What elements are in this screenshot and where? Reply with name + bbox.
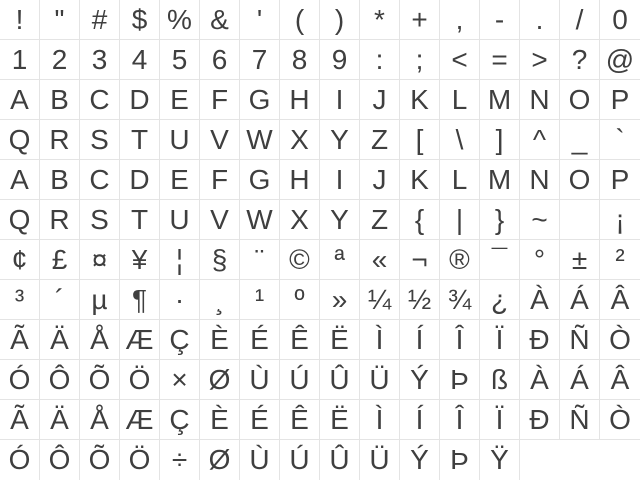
glyph-cell[interactable]: À	[520, 360, 560, 400]
glyph-cell[interactable]: 3	[80, 40, 120, 80]
glyph-cell[interactable]: J	[360, 80, 400, 120]
glyph-cell[interactable]: Ô	[40, 360, 80, 400]
glyph-cell[interactable]: 4	[120, 40, 160, 80]
glyph-cell[interactable]: Ë	[320, 320, 360, 360]
glyph-cell[interactable]: È	[200, 320, 240, 360]
glyph-cell[interactable]: ±	[560, 240, 600, 280]
glyph-cell[interactable]: B	[40, 160, 80, 200]
glyph-cell[interactable]: H	[280, 80, 320, 120]
glyph-cell[interactable]: ´	[40, 280, 80, 320]
glyph-cell[interactable]: W	[240, 200, 280, 240]
glyph-cell[interactable]: Z	[360, 200, 400, 240]
glyph-cell[interactable]: 7	[240, 40, 280, 80]
glyph-cell[interactable]: ¸	[200, 280, 240, 320]
glyph-cell[interactable]: *	[360, 0, 400, 40]
glyph-cell[interactable]: L	[440, 80, 480, 120]
glyph-cell[interactable]: R	[40, 120, 80, 160]
glyph-cell[interactable]: È	[200, 400, 240, 440]
glyph-cell[interactable]: K	[400, 80, 440, 120]
glyph-cell[interactable]: 5	[160, 40, 200, 80]
glyph-cell[interactable]: %	[160, 0, 200, 40]
glyph-cell[interactable]: Á	[560, 360, 600, 400]
glyph-cell[interactable]: ¤	[80, 240, 120, 280]
glyph-cell[interactable]: Ä	[40, 400, 80, 440]
glyph-cell[interactable]: ÷	[160, 440, 200, 480]
glyph-cell[interactable]: Ÿ	[480, 440, 520, 480]
glyph-cell[interactable]: D	[120, 80, 160, 120]
glyph-cell[interactable]: P	[600, 160, 640, 200]
glyph-cell[interactable]: Ý	[400, 360, 440, 400]
glyph-cell[interactable]: Å	[80, 400, 120, 440]
empty-glyph-cell	[560, 200, 600, 240]
glyph-cell[interactable]: I	[320, 160, 360, 200]
void-cell	[600, 440, 640, 480]
glyph-cell[interactable]: Ø	[200, 360, 240, 400]
glyph-cell[interactable]: ß	[480, 360, 520, 400]
glyph-cell[interactable]: Ü	[360, 360, 400, 400]
glyph-cell[interactable]: Ê	[280, 400, 320, 440]
glyph-cell[interactable]: R	[40, 200, 80, 240]
glyph-cell[interactable]: Í	[400, 320, 440, 360]
glyph-cell[interactable]: Æ	[120, 400, 160, 440]
glyph-cell[interactable]: O	[560, 160, 600, 200]
glyph-cell[interactable]: )	[320, 0, 360, 40]
glyph-cell[interactable]: ·	[160, 280, 200, 320]
glyph-cell[interactable]: Ä	[40, 320, 80, 360]
glyph-cell[interactable]: W	[240, 120, 280, 160]
glyph-cell[interactable]: ©	[280, 240, 320, 280]
glyph-cell[interactable]: =	[480, 40, 520, 80]
glyph-cell[interactable]: §	[200, 240, 240, 280]
glyph-cell[interactable]: µ	[80, 280, 120, 320]
glyph-cell[interactable]: Ù	[240, 440, 280, 480]
glyph-cell[interactable]: À	[520, 280, 560, 320]
glyph-cell[interactable]: Ê	[280, 320, 320, 360]
glyph-cell[interactable]: ³	[0, 280, 40, 320]
glyph-cell[interactable]: Q	[0, 200, 40, 240]
glyph-cell[interactable]: 6	[200, 40, 240, 80]
glyph-cell[interactable]: 8	[280, 40, 320, 80]
glyph-cell[interactable]: C	[80, 80, 120, 120]
glyph-cell[interactable]: >	[520, 40, 560, 80]
glyph-cell[interactable]: Ö	[120, 440, 160, 480]
glyph-cell[interactable]: \	[440, 120, 480, 160]
glyph-cell[interactable]: N	[520, 160, 560, 200]
glyph-cell[interactable]: ¯	[480, 240, 520, 280]
glyph-cell[interactable]: S	[80, 200, 120, 240]
glyph-cell[interactable]: J	[360, 160, 400, 200]
glyph-cell[interactable]: M	[480, 160, 520, 200]
glyph-cell[interactable]: Î	[440, 400, 480, 440]
glyph-cell[interactable]: ,	[440, 0, 480, 40]
glyph-cell[interactable]: Ô	[40, 440, 80, 480]
glyph-cell[interactable]: -	[480, 0, 520, 40]
glyph-cell[interactable]: .	[520, 0, 560, 40]
glyph-cell[interactable]: Ó	[0, 360, 40, 400]
glyph-cell[interactable]: C	[80, 160, 120, 200]
glyph-cell[interactable]: Ï	[480, 400, 520, 440]
glyph-cell[interactable]: ;	[400, 40, 440, 80]
glyph-cell[interactable]: ¦	[160, 240, 200, 280]
glyph-cell[interactable]: »	[320, 280, 360, 320]
glyph-cell[interactable]: Õ	[80, 360, 120, 400]
glyph-cell[interactable]: E	[160, 160, 200, 200]
glyph-cell[interactable]: E	[160, 80, 200, 120]
glyph-cell[interactable]: 2	[40, 40, 80, 80]
glyph-cell[interactable]: Û	[320, 360, 360, 400]
glyph-cell[interactable]: ¬	[400, 240, 440, 280]
glyph-cell[interactable]: @	[600, 40, 640, 80]
glyph-cell[interactable]: Â	[600, 280, 640, 320]
glyph-cell[interactable]: ¾	[440, 280, 480, 320]
glyph-cell[interactable]: Z	[360, 120, 400, 160]
glyph-cell[interactable]: V	[200, 200, 240, 240]
glyph-cell[interactable]: Ã	[0, 320, 40, 360]
glyph-cell[interactable]: º	[280, 280, 320, 320]
glyph-cell[interactable]: Å	[80, 320, 120, 360]
glyph-cell[interactable]: ®	[440, 240, 480, 280]
glyph-cell[interactable]: Ù	[240, 360, 280, 400]
void-cell	[560, 440, 600, 480]
glyph-cell[interactable]: Ñ	[560, 320, 600, 360]
glyph-cell[interactable]: Ð	[520, 400, 560, 440]
glyph-cell[interactable]: N	[520, 80, 560, 120]
glyph-cell[interactable]: Ú	[280, 440, 320, 480]
glyph-cell[interactable]: ¢	[0, 240, 40, 280]
glyph-cell[interactable]: P	[600, 80, 640, 120]
glyph-cell[interactable]: ¶	[120, 280, 160, 320]
glyph-cell[interactable]: S	[80, 120, 120, 160]
glyph-cell[interactable]: !	[0, 0, 40, 40]
glyph-cell[interactable]: T	[120, 120, 160, 160]
glyph-cell[interactable]: "	[40, 0, 80, 40]
glyph-cell[interactable]: Ì	[360, 400, 400, 440]
glyph-cell[interactable]: _	[560, 120, 600, 160]
glyph-cell[interactable]: D	[120, 160, 160, 200]
glyph-cell[interactable]: Õ	[80, 440, 120, 480]
glyph-cell[interactable]: B	[40, 80, 80, 120]
glyph-cell[interactable]: ²	[600, 240, 640, 280]
glyph-cell[interactable]: I	[320, 80, 360, 120]
glyph-cell[interactable]: Ñ	[560, 400, 600, 440]
glyph-cell[interactable]: É	[240, 320, 280, 360]
glyph-cell[interactable]: G	[240, 160, 280, 200]
glyph-cell[interactable]: F	[200, 80, 240, 120]
glyph-cell[interactable]: A	[0, 160, 40, 200]
glyph-cell[interactable]: ¹	[240, 280, 280, 320]
glyph-cell[interactable]: X	[280, 200, 320, 240]
glyph-cell[interactable]: Ó	[0, 440, 40, 480]
glyph-cell[interactable]: +	[400, 0, 440, 40]
glyph-cell[interactable]: Þ	[440, 360, 480, 400]
glyph-cell[interactable]: Y	[320, 120, 360, 160]
glyph-cell[interactable]: Ç	[160, 320, 200, 360]
glyph-cell[interactable]: 1	[0, 40, 40, 80]
glyph-cell[interactable]: Ð	[520, 320, 560, 360]
glyph-cell[interactable]: ^	[520, 120, 560, 160]
glyph-cell[interactable]: 9	[320, 40, 360, 80]
void-cell	[520, 440, 560, 480]
glyph-cell[interactable]: [	[400, 120, 440, 160]
glyph-cell[interactable]: '	[240, 0, 280, 40]
glyph-cell[interactable]: Ö	[120, 360, 160, 400]
glyph-cell[interactable]: }	[480, 200, 520, 240]
glyph-cell[interactable]: H	[280, 160, 320, 200]
glyph-cell[interactable]: U	[160, 200, 200, 240]
glyph-cell[interactable]: «	[360, 240, 400, 280]
glyph-cell[interactable]: Ý	[400, 440, 440, 480]
glyph-cell[interactable]: K	[400, 160, 440, 200]
glyph-cell[interactable]: ª	[320, 240, 360, 280]
glyph-cell[interactable]: Ø	[200, 440, 240, 480]
glyph-cell[interactable]: Ò	[600, 400, 640, 440]
glyph-cell[interactable]: Y	[320, 200, 360, 240]
glyph-cell[interactable]: M	[480, 80, 520, 120]
glyph-cell[interactable]: X	[280, 120, 320, 160]
glyph-cell[interactable]: (	[280, 0, 320, 40]
glyph-cell[interactable]: Ú	[280, 360, 320, 400]
glyph-cell[interactable]: O	[560, 80, 600, 120]
glyph-cell[interactable]: ¿	[480, 280, 520, 320]
glyph-cell[interactable]: F	[200, 160, 240, 200]
glyph-cell[interactable]: ¼	[360, 280, 400, 320]
glyph-cell[interactable]: |	[440, 200, 480, 240]
glyph-cell[interactable]: <	[440, 40, 480, 80]
glyph-cell[interactable]: Ì	[360, 320, 400, 360]
glyph-cell[interactable]: Û	[320, 440, 360, 480]
glyph-cell[interactable]: #	[80, 0, 120, 40]
glyph-cell[interactable]: `	[600, 120, 640, 160]
glyph-cell[interactable]: Þ	[440, 440, 480, 480]
glyph-cell[interactable]: £	[40, 240, 80, 280]
glyph-cell[interactable]: {	[400, 200, 440, 240]
glyph-cell[interactable]: ¡	[600, 200, 640, 240]
glyph-cell[interactable]: ~	[520, 200, 560, 240]
glyph-cell[interactable]: ¨	[240, 240, 280, 280]
glyph-cell[interactable]: :	[360, 40, 400, 80]
glyph-cell[interactable]: L	[440, 160, 480, 200]
glyph-cell[interactable]: ½	[400, 280, 440, 320]
glyph-cell[interactable]: Ü	[360, 440, 400, 480]
glyph-cell[interactable]: Ò	[600, 320, 640, 360]
glyph-cell[interactable]: U	[160, 120, 200, 160]
glyph-cell[interactable]: É	[240, 400, 280, 440]
glyph-cell[interactable]: Ã	[0, 400, 40, 440]
glyph-cell[interactable]: ]	[480, 120, 520, 160]
glyph-cell[interactable]: $	[120, 0, 160, 40]
glyph-cell[interactable]: A	[0, 80, 40, 120]
glyph-cell[interactable]: ×	[160, 360, 200, 400]
glyph-cell[interactable]: ?	[560, 40, 600, 80]
glyph-cell[interactable]: Í	[400, 400, 440, 440]
glyph-cell[interactable]: T	[120, 200, 160, 240]
glyph-cell[interactable]: V	[200, 120, 240, 160]
glyph-cell[interactable]: Q	[0, 120, 40, 160]
glyph-cell[interactable]: Â	[600, 360, 640, 400]
glyph-cell[interactable]: Ë	[320, 400, 360, 440]
glyph-cell[interactable]: Æ	[120, 320, 160, 360]
glyph-cell[interactable]: ¥	[120, 240, 160, 280]
glyph-cell[interactable]: G	[240, 80, 280, 120]
glyph-cell[interactable]: 0	[600, 0, 640, 40]
glyph-cell[interactable]: Ï	[480, 320, 520, 360]
glyph-cell[interactable]: &	[200, 0, 240, 40]
glyph-cell[interactable]: /	[560, 0, 600, 40]
glyph-cell[interactable]: Î	[440, 320, 480, 360]
glyph-cell[interactable]: °	[520, 240, 560, 280]
glyph-cell[interactable]: Ç	[160, 400, 200, 440]
glyph-cell[interactable]: Á	[560, 280, 600, 320]
